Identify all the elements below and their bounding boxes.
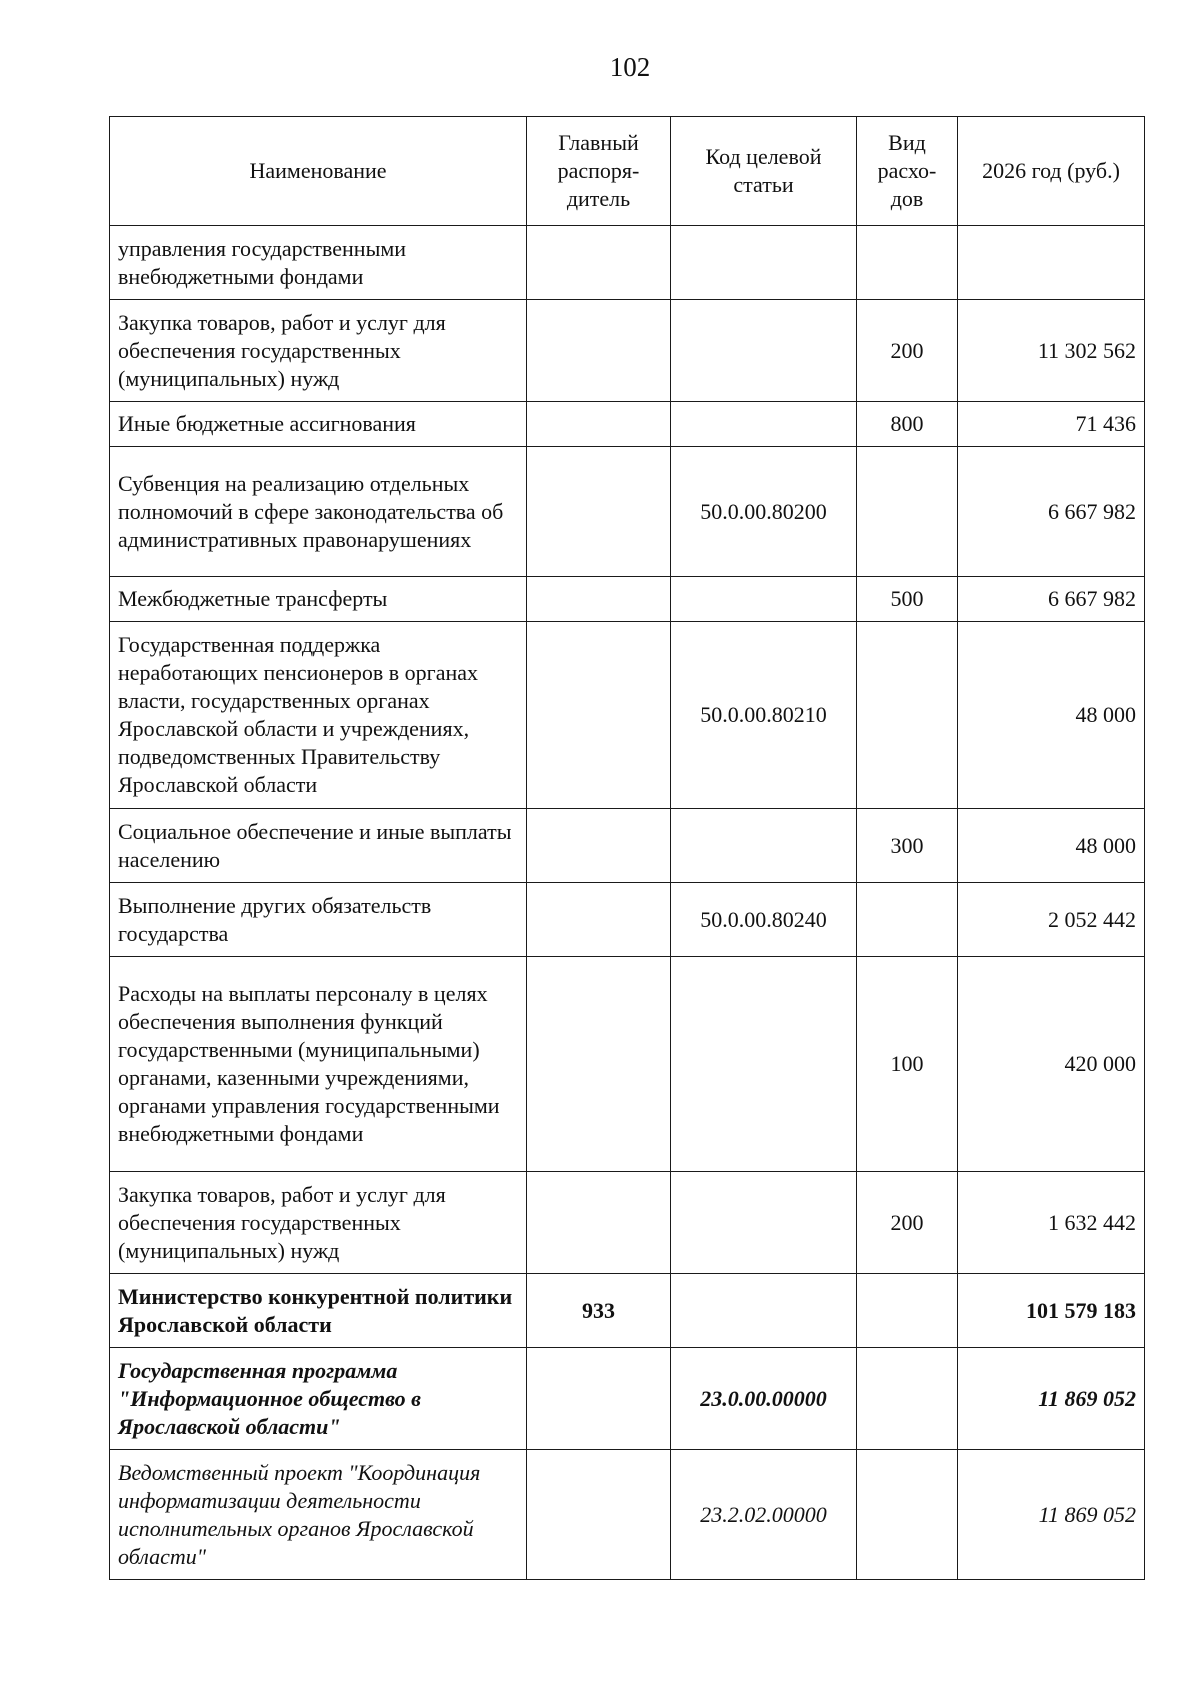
table-row: [110, 1450, 1145, 1580]
row-target-code-cell: 23.2.02.00000: [671, 1450, 857, 1580]
table-row: [110, 1274, 1145, 1348]
row-target-code-cell: [671, 402, 857, 447]
row-target-code-cell: [671, 300, 857, 402]
row-target-code-cell: 50.0.00.80200: [671, 447, 857, 577]
row-amount-cell: 420 000: [958, 957, 1145, 1172]
header-target-code: Код целевой статьи: [671, 117, 857, 226]
row-amount-cell: 48 000: [958, 622, 1145, 809]
row-target-code-cell: 23.0.00.00000: [671, 1348, 857, 1450]
row-expense-type-cell: 500: [857, 577, 958, 622]
row-expense-type-cell: 800: [857, 402, 958, 447]
table-row: [110, 1348, 1145, 1450]
row-name-cell: Министерство конкурентной политики Ярославской области: [110, 1274, 527, 1348]
row-main-manager-cell: [527, 1172, 671, 1274]
row-name-cell: Иные бюджетные ассигнования: [110, 402, 527, 447]
table-header-row: [110, 117, 1145, 226]
row-amount-cell: 1 632 442: [958, 1172, 1145, 1274]
row-expense-type-cell: [857, 1348, 958, 1450]
row-main-manager-cell: 933: [527, 1274, 671, 1348]
table-row: [110, 883, 1145, 957]
row-expense-type-cell: [857, 447, 958, 577]
row-name-cell: Субвенция на реализацию отдельных полномочий в сфере законодательства об административных правонарушениях: [110, 447, 527, 577]
row-main-manager-cell: [527, 957, 671, 1172]
row-name-cell: Социальное обеспечение и иные выплаты населению: [110, 809, 527, 883]
table-row: [110, 622, 1145, 809]
row-name-cell: Закупка товаров, работ и услуг для обеспечения государственных (муниципальных) нужд: [110, 1172, 527, 1274]
table-row: [110, 447, 1145, 577]
row-main-manager-cell: [527, 300, 671, 402]
row-target-code-cell: [671, 957, 857, 1172]
row-name-cell: Государственная программа "Информационное общество в Ярославской области": [110, 1348, 527, 1450]
row-amount-cell: 6 667 982: [958, 447, 1145, 577]
row-amount-cell: 6 667 982: [958, 577, 1145, 622]
table-row: [110, 402, 1145, 447]
row-main-manager-cell: [527, 577, 671, 622]
header-name: Наименование: [110, 117, 527, 226]
budget-table: [109, 116, 1145, 1580]
table-row: [110, 577, 1145, 622]
row-expense-type-cell: 200: [857, 300, 958, 402]
row-name-cell: Выполнение других обязательств государства: [110, 883, 527, 957]
row-amount-cell: 71 436: [958, 402, 1145, 447]
header-expense-type: Вид расхо-дов: [857, 117, 958, 226]
row-main-manager-cell: [527, 1450, 671, 1580]
row-target-code-cell: [671, 577, 857, 622]
row-name-cell: Государственная поддержка неработающих пенсионеров в органах власти, государственных органах Ярославской области и учреждениях, подведомственных Правительству Ярославской области: [110, 622, 527, 809]
table-row: [110, 226, 1145, 300]
row-target-code-cell: 50.0.00.80240: [671, 883, 857, 957]
row-amount-cell: 2 052 442: [958, 883, 1145, 957]
row-name-cell: управления государственными внебюджетными фондами: [110, 226, 527, 300]
row-target-code-cell: 50.0.00.80210: [671, 622, 857, 809]
row-target-code-cell: [671, 1172, 857, 1274]
row-target-code-cell: [671, 809, 857, 883]
row-expense-type-cell: 100: [857, 957, 958, 1172]
row-main-manager-cell: [527, 226, 671, 300]
header-main-manager: Главный распоря-дитель: [527, 117, 671, 226]
row-amount-cell: 48 000: [958, 809, 1145, 883]
row-name-cell: Ведомственный проект "Координация информатизации деятельности исполнительных органов Ярославской области": [110, 1450, 527, 1580]
row-name-cell: Межбюджетные трансферты: [110, 577, 527, 622]
page-number: 102: [609, 52, 651, 82]
row-expense-type-cell: 300: [857, 809, 958, 883]
row-name-cell: Расходы на выплаты персоналу в целях обеспечения выполнения функций государственными (муниципальными) органами, казенными учреждениями, органами управления государственными внебюджетными фондами: [110, 957, 527, 1172]
row-amount-cell: 11 869 052: [958, 1348, 1145, 1450]
row-main-manager-cell: [527, 883, 671, 957]
row-amount-cell: 101 579 183: [958, 1274, 1145, 1348]
table-row: [110, 300, 1145, 402]
row-expense-type-cell: [857, 622, 958, 809]
row-amount-cell: [958, 226, 1145, 300]
row-main-manager-cell: [527, 622, 671, 809]
row-target-code-cell: [671, 226, 857, 300]
row-expense-type-cell: [857, 1450, 958, 1580]
row-expense-type-cell: 200: [857, 1172, 958, 1274]
row-main-manager-cell: [527, 402, 671, 447]
table-row: [110, 1172, 1145, 1274]
row-amount-cell: 11 869 052: [958, 1450, 1145, 1580]
table-body: [110, 226, 1145, 1580]
row-target-code-cell: [671, 1274, 857, 1348]
row-expense-type-cell: [857, 1274, 958, 1348]
row-name-cell: Закупка товаров, работ и услуг для обеспечения государственных (муниципальных) нужд: [110, 300, 527, 402]
row-expense-type-cell: [857, 226, 958, 300]
header-year-2026: 2026 год (руб.): [958, 117, 1145, 226]
table-row: [110, 957, 1145, 1172]
table-row: [110, 809, 1145, 883]
row-amount-cell: 11 302 562: [958, 300, 1145, 402]
row-expense-type-cell: [857, 883, 958, 957]
row-main-manager-cell: [527, 447, 671, 577]
row-main-manager-cell: [527, 809, 671, 883]
row-main-manager-cell: [527, 1348, 671, 1450]
